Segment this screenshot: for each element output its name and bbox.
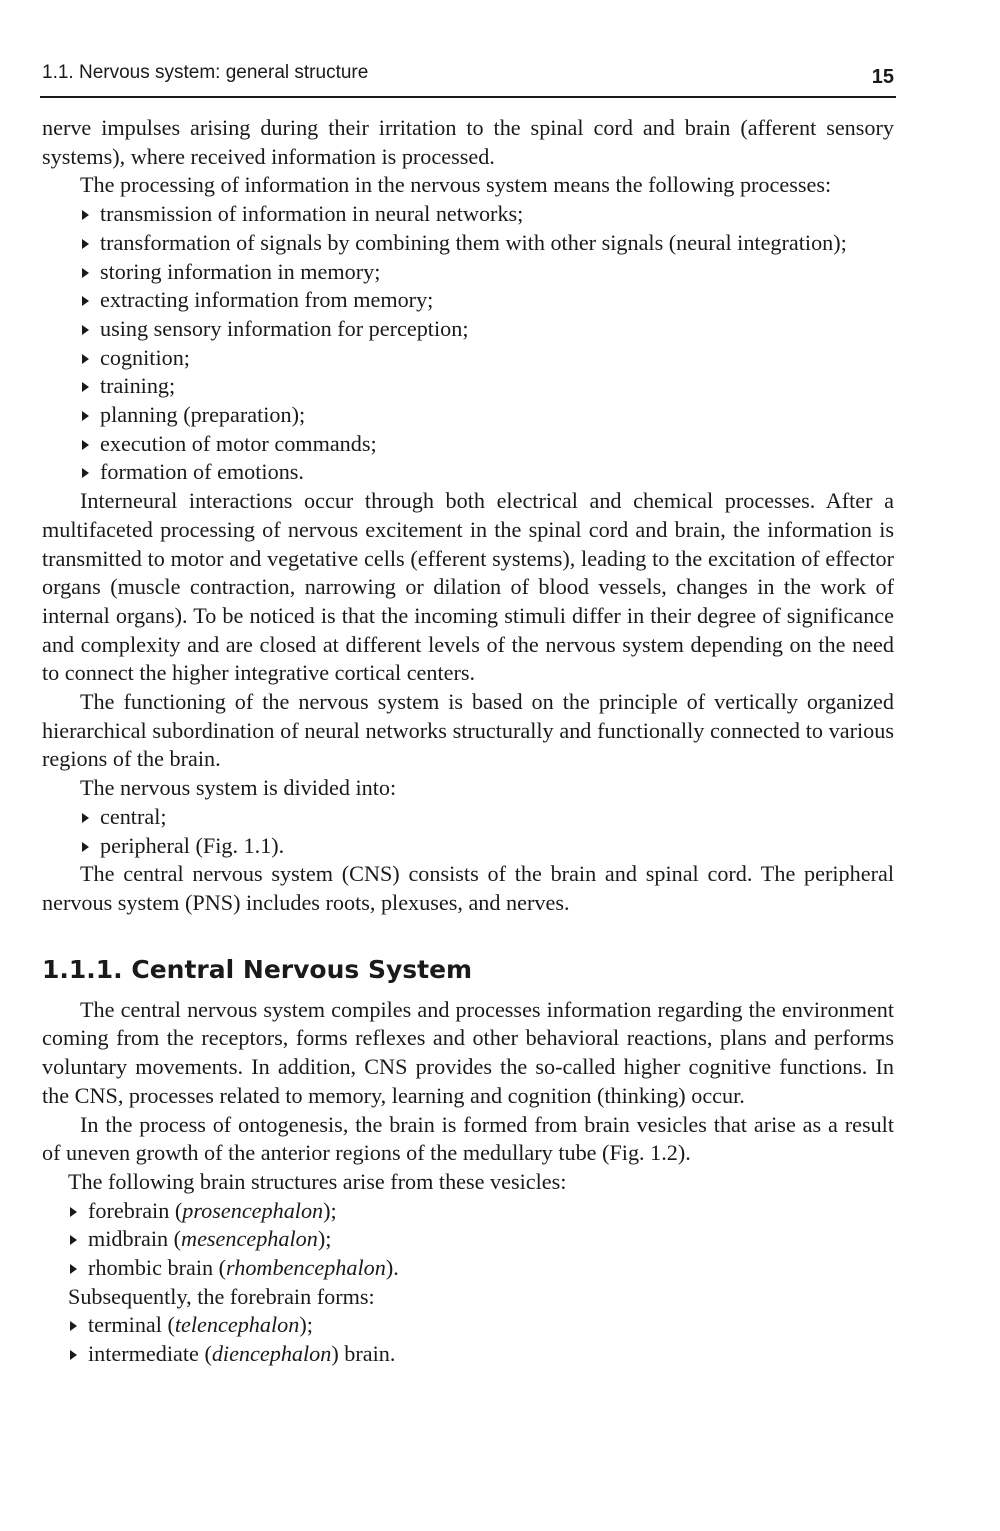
- paragraph: Subsequently, the forebrain forms:: [68, 1283, 375, 1309]
- item-suffix: ;: [330, 1197, 337, 1223]
- latin-term: prosencephalon: [182, 1197, 324, 1223]
- running-head-title: 1.1. Nervous system: general structure: [42, 62, 369, 83]
- latin-term: telencephalon: [174, 1312, 300, 1338]
- paragraph: In the process of ontogenesis, the brain is formed from brain vesicles that arise as a result of uneven growth of the anterior regions of the medullary tube (Fig. 1.2).: [42, 1111, 894, 1166]
- paragraph: The central nervous system compiles and processes information regarding the environment coming from the receptors, forms reflexes and other behavioral reactions, plans and performs voluntary movements. In addition, CNS provides the so-called higher cognitive functions. In the CNS, processes related to memory, learning and cognition (thinking) occur.: [42, 996, 894, 1108]
- paragraph: The processing of information in the nervous system means the following processes:: [80, 172, 832, 198]
- list-item: training;: [80, 372, 894, 401]
- list-item: midbrain (mesencephalon);: [68, 1225, 894, 1254]
- list-item: peripheral (Fig. 1.1).: [80, 832, 894, 861]
- paragraph: The following brain structures arise from these vesicles:: [68, 1168, 567, 1194]
- list-item: rhombic brain (rhombencephalon).: [68, 1254, 894, 1283]
- list-item: storing information in memory;: [80, 258, 894, 287]
- list-item: central;: [80, 803, 894, 832]
- list-item: forebrain (prosencephalon);: [68, 1197, 894, 1226]
- structure-name: intermediate: [88, 1341, 199, 1367]
- list-item: transmission of information in neural networks;: [80, 200, 894, 229]
- item-suffix: ;: [306, 1312, 313, 1338]
- brain-structures-list: [42, 1197, 894, 1283]
- paragraph: nerve impulses arising during their irritation to the spinal cord and brain (afferent sensory systems), where received information is processed.: [42, 115, 894, 169]
- paragraph: The central nervous system (CNS) consists of the brain and spinal cord. The peripheral nervous system (PNS) includes roots, plexuses, and nerves.: [42, 861, 894, 915]
- item-suffix: brain.: [338, 1341, 396, 1367]
- list-item: extracting information from memory;: [80, 286, 894, 315]
- list-item: execution of motor commands;: [80, 430, 894, 459]
- list-item: using sensory information for perception;: [80, 315, 894, 344]
- list-item: intermediate (diencephalon) brain.: [68, 1340, 894, 1369]
- latin-term: mesencephalon: [181, 1226, 318, 1252]
- divisions-list: [42, 803, 894, 860]
- latin-term: diencephalon: [211, 1341, 332, 1367]
- forebrain-parts-list: [42, 1311, 894, 1368]
- list-item: transformation of signals by combining them with other signals (neural integration);: [80, 229, 894, 258]
- running-header: [40, 58, 896, 98]
- paragraph: Interneural interactions occur through both electrical and chemical processes. After a multifaceted processing of nervous excitement in the spinal cord and brain, the information is transmitted to motor and vegetative cells (efferent systems), leading to the excitation of effector organs (muscle contraction, narrowing or dilation of blood vessels, changes in the work of internal organs). To be noticed is that the incoming stimuli differ in their degree of significance and complexity and are closed at different levels of the nervous system depending on the need to connect the higher integrative cortical centers.: [42, 488, 894, 686]
- paragraph: The nervous system is divided into:: [80, 775, 397, 801]
- cns-section: [42, 996, 894, 1369]
- list-item: cognition;: [80, 344, 894, 373]
- structure-name: terminal: [88, 1312, 162, 1338]
- list-item: formation of emotions.: [80, 458, 894, 487]
- list-item: planning (preparation);: [80, 401, 894, 430]
- item-suffix: .: [393, 1255, 399, 1281]
- page-number: 15: [871, 66, 894, 88]
- processes-list: [42, 200, 894, 487]
- section-heading: 1.1.1. Central Nervous System: [42, 954, 473, 984]
- list-item: terminal (telencephalon);: [68, 1311, 894, 1340]
- latin-term: rhombencephalon: [226, 1255, 386, 1281]
- paragraph: The functioning of the nervous system is based on the principle of vertically organized hierarchical subordination of neural networks structurally and functionally connected to various regions of the brain.: [42, 689, 894, 772]
- structure-name: forebrain: [88, 1197, 170, 1223]
- page-body: [42, 114, 894, 1369]
- item-suffix: ;: [325, 1226, 332, 1252]
- structure-name: midbrain: [88, 1226, 169, 1252]
- structure-name: rhombic brain: [88, 1255, 214, 1281]
